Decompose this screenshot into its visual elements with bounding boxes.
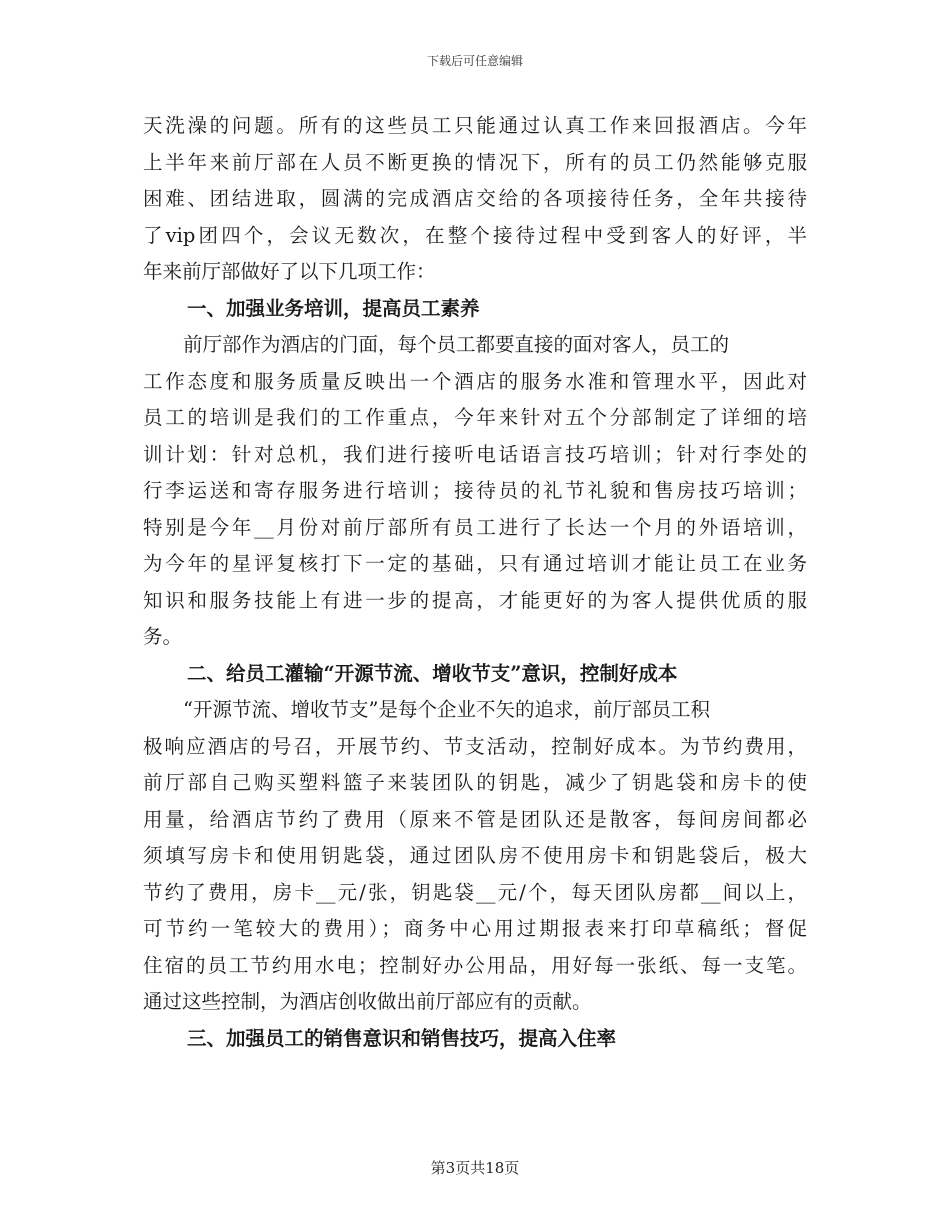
text-line: 前厅部自己购买塑料篮子来装团队的钥匙，减少了钥匙袋和房卡的使 xyxy=(143,771,807,794)
text-line: 行李运送和寄存服务进行培训；接待员的礼节礼貌和售房技巧培训； xyxy=(143,479,807,502)
text-line: 员工的培训是我们的工作重点，今年来针对五个分部制定了详细的培 xyxy=(143,406,807,429)
text-line: “开源节流、增收节支”是每个企业不矢的追求，前厅部员工积 xyxy=(183,698,710,721)
text-line: 训计划：针对总机，我们进行接听电话语言技巧培训；针对行李处的 xyxy=(143,442,807,466)
text-line: 极响应酒店的号召，开展节约、节支活动，控制好成本。为节约费用， xyxy=(143,734,807,758)
text-line: 为今年的星评复核打下一定的基础，只有通过培训才能让员工在业务 xyxy=(143,552,807,575)
page-header: 下载后可任意编辑 xyxy=(426,54,523,68)
text-line: 节约了费用，房卡__元/张，钥匙袋__元/个，每天团队房都__间以上， xyxy=(143,880,807,904)
page-footer: 第3页共18页 xyxy=(430,1159,520,1177)
text-line: 上半年来前厅部在人员不断更换的情况下，所有的员工仍然能够克服 xyxy=(143,150,807,174)
section-heading: 二、给员工灌输“开源节流、增收节支”意识，控制好成本 xyxy=(187,661,678,685)
text-line: 特别是今年__月份对前厅部所有员工进行了长达一个月的外语培训， xyxy=(143,515,807,539)
document-body xyxy=(143,108,807,1057)
text-line: 困难、团结进取，圆满的完成酒店交给的各项接待任务，全年共接待 xyxy=(143,187,807,210)
text-line: 年来前厅部做好了以下几项工作： xyxy=(143,260,436,283)
text-line: 知识和服务技能上有进一步的提高，才能更好的为客人提供优质的服 xyxy=(143,588,807,612)
section-heading: 一、加强业务培训，提高员工素养 xyxy=(187,296,480,320)
text-line: 工作态度和服务质量反映出一个酒店的服务水准和管理水平，因此对 xyxy=(143,369,807,393)
text-line: 用量，给酒店节约了费用（原来不管是团队还是散客，每间房间都必 xyxy=(143,807,807,831)
text-line: 了vip团四个，会议无数次，在整个接待过程中受到客人的好评，半 xyxy=(143,223,807,247)
text-line: 可节约一笔较大的费用）；商务中心用过期报表来打印草稿纸；督促 xyxy=(143,917,807,940)
section-heading: 三、加强员工的销售意识和销售技巧，提高入住率 xyxy=(187,1026,617,1050)
text-line: 通过这些控制，为酒店创收做出前厅部应有的贡献。 xyxy=(143,990,592,1013)
text-line: 前厅部作为酒店的门面，每个员工都要直接的面对客人，员工的 xyxy=(183,333,730,356)
text-line: 须填写房卡和使用钥匙袋，通过团队房不使用房卡和钥匙袋后，极大 xyxy=(143,844,807,867)
text-line: 天洗澡的问题。所有的这些员工只能通过认真工作来回报酒店。今年 xyxy=(143,114,807,137)
text-line: 住宿的员工节约用水电；控制好办公用品，用好每一张纸、每一支笔。 xyxy=(143,953,807,977)
text-line: 务。 xyxy=(143,625,183,648)
